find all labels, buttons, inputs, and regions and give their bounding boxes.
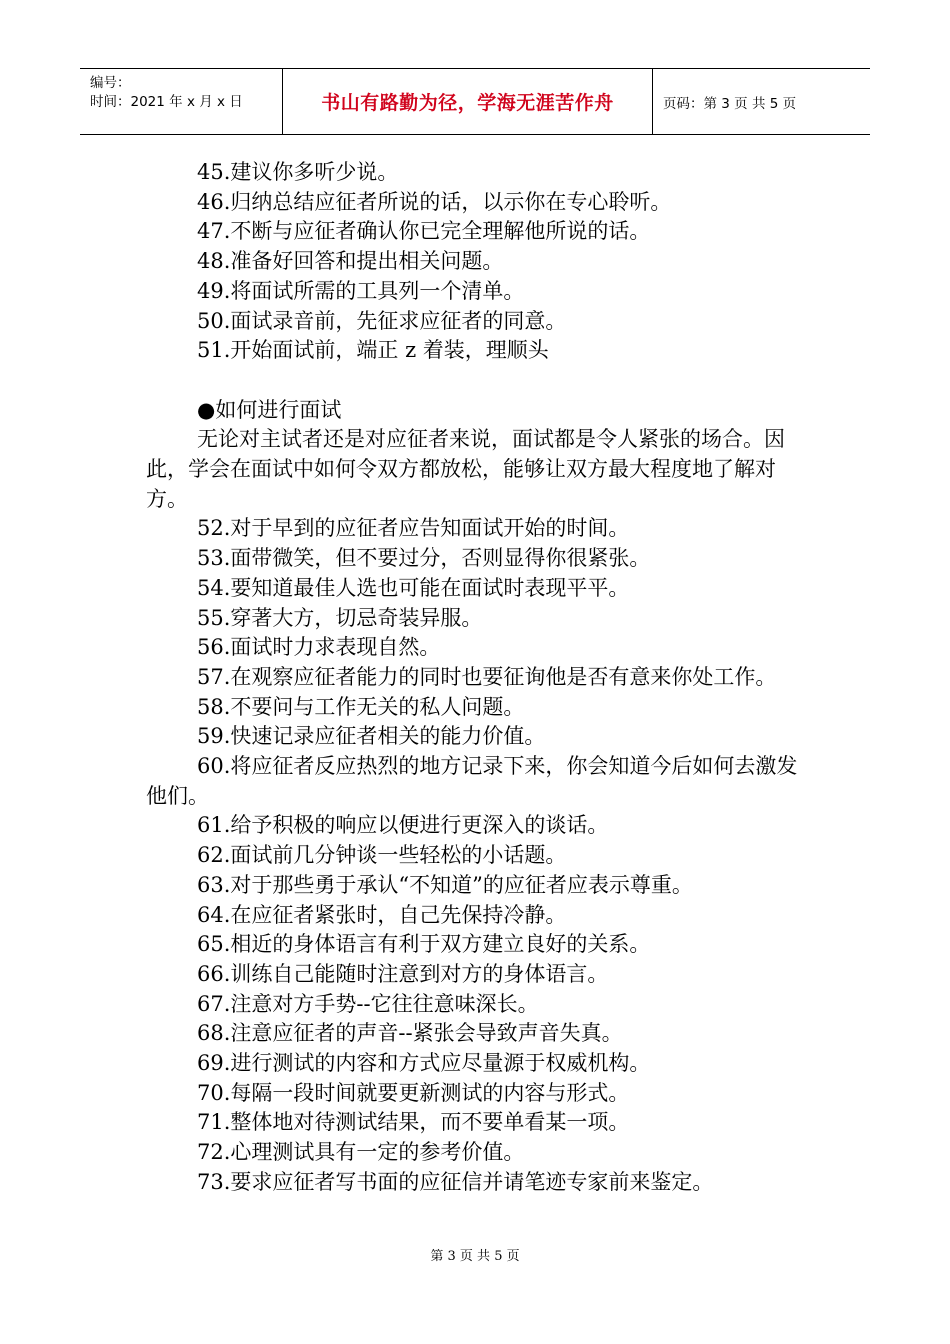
list-item: 58.不要问与工作无关的私人问题。 [197, 694, 525, 719]
section-heading: ●如何进行面试 [197, 397, 342, 422]
list-item: 55.穿著大方，切忌奇装异服。 [197, 605, 483, 630]
header-page-info: 页码：第 3 页 共 5 页 [663, 95, 797, 112]
list-item: 46.归纳总结应征者所说的话，以示你在专心聆听。 [197, 189, 672, 214]
document-number-label: 编号： [90, 75, 131, 91]
list-item: 51.开始面试前，端正 z 着装，理顺头 [197, 338, 549, 363]
list-item: 64.在应征者紧张时，自己先保持冷静。 [197, 902, 567, 927]
page-footer: 第 3 页 共 5 页 [430, 1249, 520, 1264]
list-item: 50.面试录音前，先征求应征者的同意。 [197, 308, 567, 333]
paragraph-gap [146, 366, 808, 396]
section-intro: 无论对主试者还是对应征者来说，面试都是令人紧张的场合。因此，学会在面试中如何令双方都放松，能够让双方最大程度地了解对方。 [146, 427, 785, 511]
header-motto-cell [283, 69, 653, 134]
list-item: 62.面试前几分钟谈一些轻松的小话题。 [197, 843, 567, 868]
list-item: 49.将面试所需的工具列一个清单。 [197, 278, 525, 303]
document-body [146, 158, 808, 1198]
header-motto: 书山有路勤为径，学海无涯苦作舟 [321, 92, 614, 114]
list-item: 69.进行测试的内容和方式应尽量源于权威机构。 [197, 1051, 651, 1076]
list-item: 72.心理测试具有一定的参考价值。 [197, 1140, 525, 1165]
list-item: 60.将应征者反应热烈的地方记录下来，你会知道今后如何去激发他们。 [146, 754, 798, 808]
list-item: 63.对于那些勇于承认“不知道”的应征者应表示尊重。 [197, 872, 693, 897]
list-item: 73.要求应征者写书面的应征信并请笔迹专家前来鉴定。 [197, 1169, 714, 1194]
document-date: 时间：2021 年 x 月 x 日 [90, 94, 243, 110]
list-item: 54.要知道最佳人选也可能在面试时表现平平。 [197, 575, 630, 600]
list-item: 61.给予积极的响应以便进行更深入的谈话。 [197, 813, 609, 838]
list-item: 67.注意对方手势--它往往意味深长。 [197, 991, 539, 1016]
list-item: 53.面带微笑，但不要过分，否则显得你很紧张。 [197, 546, 651, 571]
list-item: 71.整体地对待测试结果，而不要单看某一项。 [197, 1110, 630, 1135]
list-item: 66.训练自己能随时注意到对方的身体语言。 [197, 961, 609, 986]
list-item: 68.注意应征者的声音--紧张会导致声音失真。 [197, 1021, 623, 1046]
list-item: 45.建议你多听少说。 [197, 160, 399, 184]
list-item: 59.快速记录应征者相关的能力价值。 [197, 724, 546, 749]
list-item: 47.不断与应征者确认你已完全理解他所说的话。 [197, 219, 651, 244]
list-item: 70.每隔一段时间就要更新测试的内容与形式。 [197, 1080, 630, 1105]
list-item: 65.相近的身体语言有利于双方建立良好的关系。 [197, 932, 651, 957]
list-item: 52.对于早到的应征者应告知面试开始的时间。 [197, 516, 630, 541]
header-meta [80, 69, 283, 134]
list-item: 57.在观察应征者能力的同时也要征询他是否有意来你处工作。 [197, 664, 777, 689]
item-list-b [146, 514, 808, 1197]
list-item: 48.准备好回答和提出相关问题。 [197, 249, 504, 274]
page-header [80, 68, 870, 135]
list-item: 56.面试时力求表现自然。 [197, 635, 441, 660]
item-list-a [146, 158, 808, 366]
